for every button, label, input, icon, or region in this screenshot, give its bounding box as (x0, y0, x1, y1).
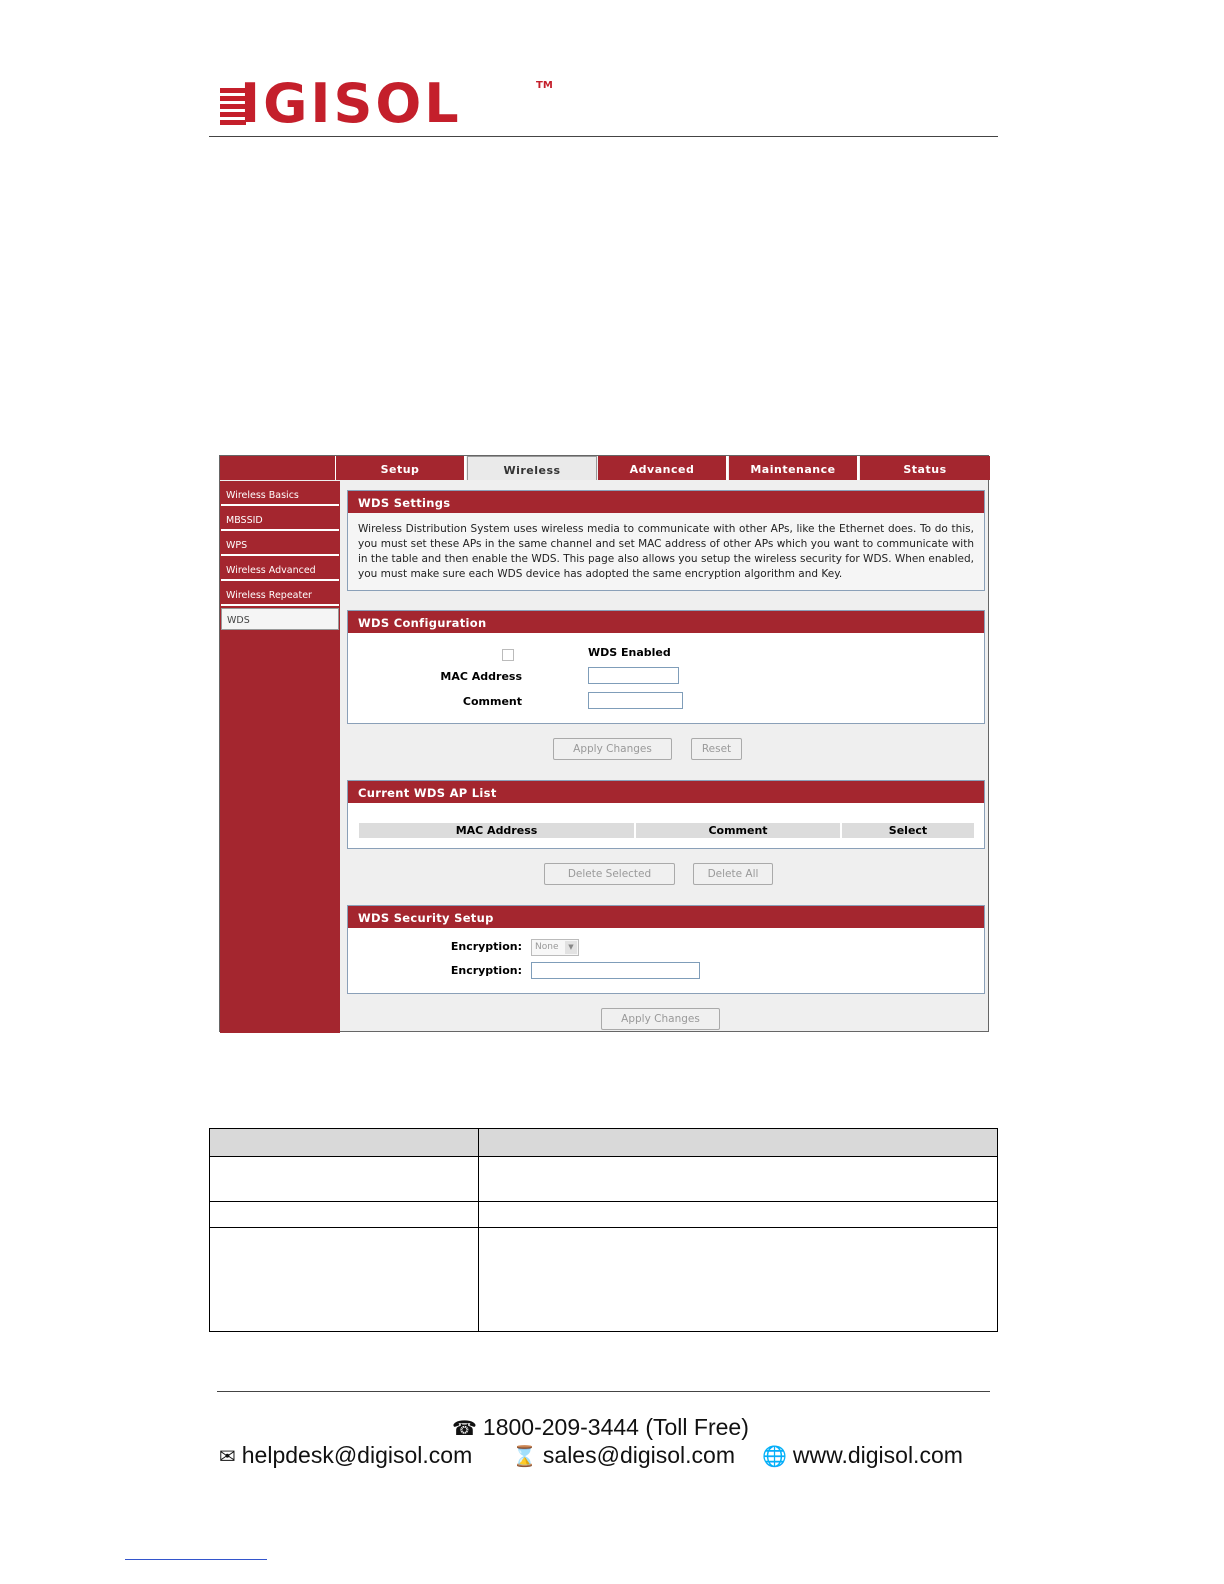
mac-address-label: MAC Address (440, 670, 522, 683)
table-column-divider (478, 1129, 479, 1331)
encryption-label: Encryption: (450, 940, 522, 953)
encryption-select-value: None (535, 942, 559, 952)
panel-title: WDS Security Setup (348, 906, 984, 928)
sidebar-item-wps[interactable]: WPS (221, 534, 339, 556)
security-apply-changes-button[interactable]: Apply Changes (601, 1008, 720, 1030)
footer-phone (452, 1414, 749, 1441)
phone-text: 1800-209-3444 (Toll Free) (482, 1414, 749, 1440)
sidebar-item-mbssid[interactable]: MBSSID (221, 509, 339, 531)
delete-all-button[interactable]: Delete All (693, 863, 773, 885)
tab-maintenance[interactable]: Maintenance (729, 456, 859, 480)
panel-title: Current WDS AP List (348, 781, 984, 803)
globe-icon: 🌐 (762, 1446, 787, 1468)
column-header-select: Select (842, 823, 974, 838)
panel-title: WDS Settings (348, 491, 984, 513)
wds-config-panel (347, 610, 985, 724)
phone-icon: ☎ (452, 1418, 477, 1440)
footer-website (762, 1442, 963, 1469)
tab-advanced[interactable]: Advanced (598, 456, 728, 480)
router-ui-screenshot (219, 455, 989, 1032)
wds-settings-panel (347, 490, 985, 591)
header-divider (209, 136, 998, 137)
comment-input[interactable] (588, 692, 683, 709)
bottom-link-underline (125, 1559, 267, 1560)
encryption-select[interactable] (531, 939, 579, 956)
table-row-divider (210, 1201, 997, 1202)
sales-email[interactable]: sales@digisol.com (542, 1442, 735, 1468)
chevron-down-icon: ▼ (565, 941, 577, 954)
website-link[interactable]: www.digisol.com (792, 1442, 963, 1468)
sidebar-item-wireless-advanced[interactable]: Wireless Advanced (221, 559, 339, 581)
reset-button[interactable]: Reset (691, 738, 742, 760)
panel-title: WDS Configuration (348, 611, 984, 633)
table-row-divider (210, 1227, 997, 1228)
mail-icon: ✉ (219, 1446, 236, 1468)
tab-spacer (220, 456, 337, 480)
logo-text: IGISOL (240, 72, 462, 135)
helpdesk-email[interactable]: helpdesk@digisol.com (241, 1442, 473, 1468)
logo-trademark: TM (536, 80, 553, 91)
comment-label: Comment (462, 695, 522, 708)
delete-selected-button[interactable]: Delete Selected (544, 863, 675, 885)
mac-address-input[interactable] (588, 667, 679, 684)
apply-changes-button[interactable]: Apply Changes (553, 738, 672, 760)
wds-security-panel (347, 905, 985, 994)
tab-status[interactable]: Status (860, 456, 990, 480)
wds-description: Wireless Distribution System uses wireless media to communicate with other APs, like the Ethernet does. To do this, you must set these APs in the same channel and set MAC address of other APs which you want to communicate with in the table and then enable the WDS. This page also allows you setup the wireless security for WDS. When enabled, you must make sure each WDS device has adopted the same encryption algorithm and Key. (358, 523, 974, 580)
encryption-key-label: Encryption: (450, 964, 522, 977)
wds-ap-list-panel (347, 780, 985, 849)
tab-setup[interactable]: Setup (336, 456, 466, 480)
footer-divider (217, 1391, 990, 1392)
sidebar-item-wireless-repeater[interactable]: Wireless Repeater (221, 584, 339, 606)
top-nav (220, 456, 990, 481)
footer-sales (512, 1442, 735, 1469)
digisol-logo (220, 72, 553, 135)
hourglass-icon: ⌛ (512, 1446, 537, 1468)
sidebar-item-wds[interactable]: WDS (221, 608, 339, 630)
column-header-mac: MAC Address (359, 823, 634, 838)
table-header-row (210, 1129, 997, 1157)
wds-enabled-checkbox[interactable] (502, 649, 514, 661)
parameter-table (209, 1128, 998, 1332)
wds-enabled-label: WDS Enabled (588, 646, 671, 659)
sidebar-item-wireless-basics[interactable]: Wireless Basics (221, 484, 339, 506)
encryption-key-input[interactable] (531, 962, 700, 979)
sidebar (220, 481, 340, 1033)
footer-helpdesk (219, 1442, 472, 1469)
tab-wireless[interactable]: Wireless (467, 456, 597, 480)
column-header-comment: Comment (636, 823, 840, 838)
